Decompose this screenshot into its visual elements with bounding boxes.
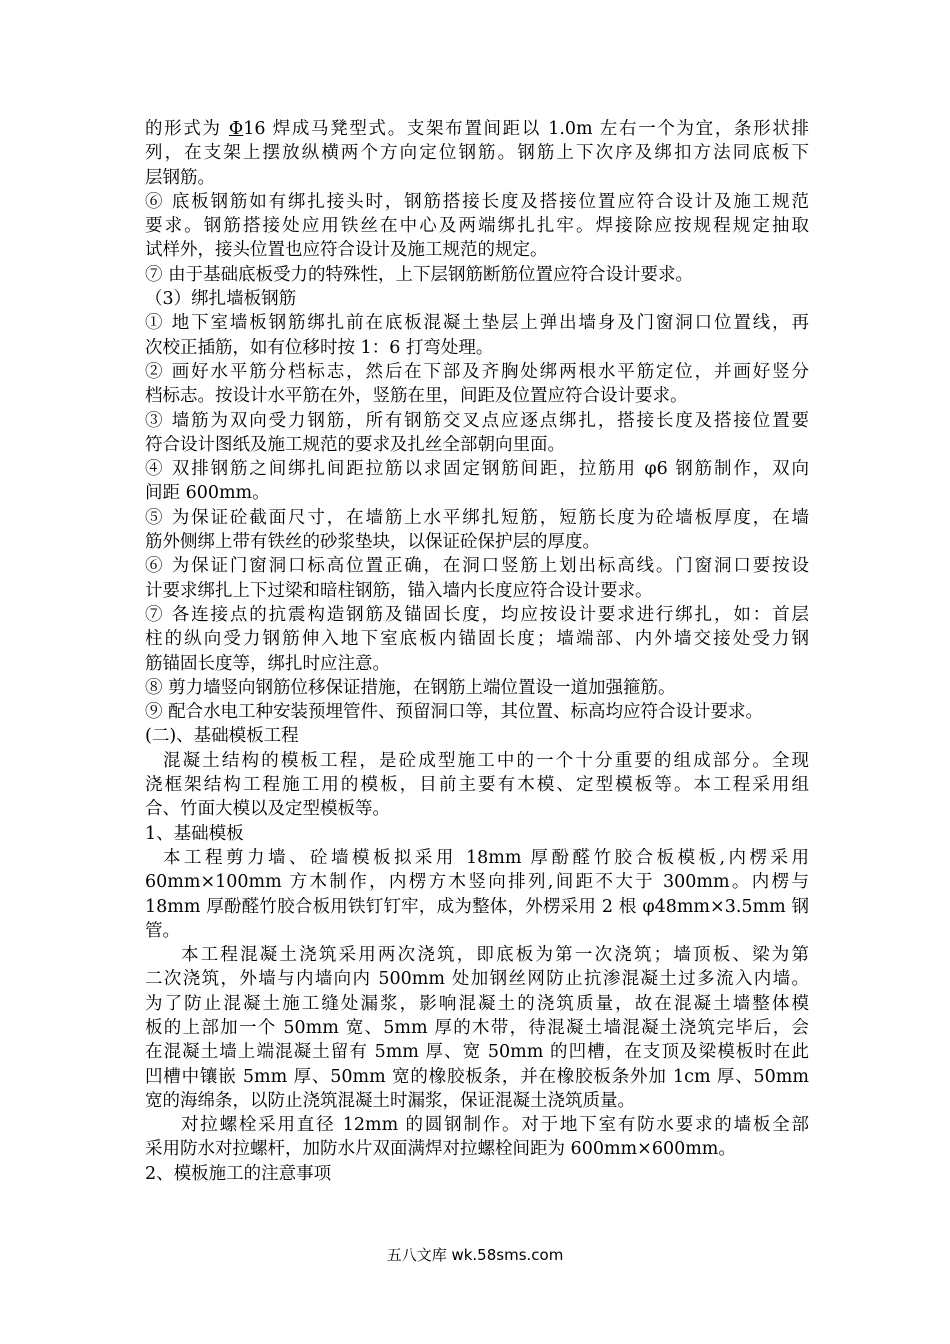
rebar-symbol: Φ (228, 119, 244, 139)
paragraph-line: 合、竹面大模以及定型模板等。 (145, 799, 390, 820)
paragraph-line: 筋外侧绑上带有铁丝的砂浆垫块，以保证砼保护层的厚度。 (145, 532, 600, 553)
document-body (145, 117, 809, 1186)
paragraph-line: 凹槽中镶嵌 5mm 厚、50mm 宽的橡胶板条，并在橡胶板条外加 1cm 厚、50mm (145, 1066, 809, 1087)
section-heading: (二)、基础模板工程 (145, 726, 299, 747)
list-item-line: ⑦ 由于基础底板受力的特殊性，上下层钢筋断筋位置应符合设计要求。 (145, 264, 694, 285)
paragraph-line: 对拉螺栓采用直径 12mm 的圆钢制作。对于地下室有防水要求的墙板全部 (181, 1115, 809, 1136)
list-item-line: ⑥ 为保证门窗洞口标高位置正确，在洞口竖筋上划出标高线。门窗洞口要按设 (145, 556, 809, 577)
list-item-line: ⑥ 底板钢筋如有绑扎接头时，钢筋搭接长度及搭接位置应符合设计及施工规范 (145, 191, 809, 212)
paragraph-line: 间距 600mm。 (145, 483, 270, 504)
list-item-line: ⑨ 配合水电工种安装预埋管件、预留洞口等，其位置、标高均应符合设计要求。 (145, 702, 764, 723)
list-item-line: ④ 双排钢筋之间绑扎间距拉筋以求固定钢筋间距，拉筋用 φ6 钢筋制作，双向 (145, 459, 809, 480)
paragraph-line: 管。 (145, 920, 180, 941)
list-item-line: ⑧ 剪力墙竖向钢筋位移保证措施，在钢筋上端位置设一道加强箍筋。 (145, 677, 676, 698)
paragraph-line: 宽的海绵条，以防止浇筑混凝土时漏浆，保证混凝土浇筑质量。 (145, 1090, 635, 1111)
list-item-line: ⑤ 为保证砼截面尺寸，在墙筋上水平绑扎短筋，短筋长度为砼墙板厚度，在墙 (145, 507, 809, 528)
paragraph-line: 符合设计图纸及施工规范的要求及扎丝全部朝向里面。 (145, 434, 565, 455)
section-heading: （3）绑扎墙板钢筋 (145, 289, 297, 310)
paragraph-line: 板的上部加一个 50mm 宽、5mm 厚的木带，待混凝土墙混凝土浇筑完毕后，会 (145, 1017, 809, 1038)
paragraph-line: 计要求绑扎上下过梁和暗柱钢筋，锚入墙内长度应符合设计要求。 (145, 580, 653, 601)
paragraph-line: 本工程混凝土浇筑采用两次浇筑，即底板为第一次浇筑；墙顶板、梁为第 (181, 945, 809, 966)
paragraph-line: 要求。钢筋搭接处应用铁丝在中心及两端绑扎扎牢。焊接除应按规程规定抽取 (145, 216, 809, 237)
list-item-line: ② 画好水平筋分档标志，然后在下部及齐胸处绑两根水平筋定位，并画好竖分 (145, 361, 809, 382)
paragraph-line: 试样外，接头位置也应符合设计及施工规范的规定。 (145, 240, 548, 261)
paragraph-line: 次校正插筋，如有位移时按 1：6 打弯处理。 (145, 337, 494, 358)
subsection-heading: 2、模板施工的注意事项 (145, 1163, 332, 1184)
paragraph-line: 混凝土结构的模板工程，是砼成型施工中的一个十分重要的组成部分。全现 (163, 750, 809, 771)
paragraph-line: 层钢筋。 (145, 167, 215, 188)
paragraph-line: 档标志。按设计水平筋在外，竖筋在里，间距及位置应符合设计要求。 (145, 386, 688, 407)
paragraph-line: 60mm×100mm 方木制作，内楞方木竖向排列,间距不大于 300mm。内楞与 (145, 872, 809, 893)
paragraph-line: 的形式为 Φ16 焊成马凳型式。支架布置间距以 1.0m 左右一个为宜，条形状排 (145, 119, 809, 139)
page-footer: 五八文库 wk.58sms.com (386, 1246, 564, 1264)
paragraph-line: 为了防止混凝土施工缝处漏浆，影响混凝土的浇筑质量，故在混凝土墙整体模 (145, 993, 809, 1014)
paragraph-line: 二次浇筑，外墙与内墙向内 500mm 处加钢丝网防止抗渗混凝土过多流入内墙。 (145, 969, 809, 990)
subsection-heading: 1、基础模板 (145, 823, 244, 844)
paragraph-line: 浇框架结构工程施工用的模板，目前主要有木模、定型模板等。本工程采用组 (145, 775, 809, 796)
list-item-line: ① 地下室墙板钢筋绑扎前在底板混凝土垫层上弹出墙身及门窗洞口位置线，再 (145, 313, 809, 334)
paragraph-line: 筋锚固长度等，绑扎时应注意。 (145, 653, 390, 674)
list-item-line: ⑦ 各连接点的抗震构造钢筋及锚固长度，均应按设计要求进行绑扎，如：首层 (145, 604, 809, 625)
paragraph-line: 在混凝土墙上端混凝土留有 5mm 厚、宽 50mm 的凹槽，在支顶及梁模板时在此 (145, 1042, 809, 1063)
paragraph-line: 采用防水对拉螺杆，加防水片双面满焊对拉螺栓间距为 600mm×600mm。 (145, 1139, 736, 1160)
paragraph-line: 本工程剪力墙、砼墙模板拟采用 18mm 厚酚醛竹胶合板模板,内楞采用 (163, 847, 809, 868)
list-item-line: ③ 墙筋为双向受力钢筋，所有钢筋交叉点应逐点绑扎，搭接长度及搭接位置要 (145, 410, 809, 431)
paragraph-line: 18mm 厚酚醛竹胶合板用铁钉钉牢，成为整体，外楞采用 2 根 φ48mm×3.5mm 钢 (145, 896, 809, 917)
paragraph-line: 柱的纵向受力钢筋伸入地下室底板内锚固长度；墙端部、内外墙交接处受力钢 (145, 629, 809, 650)
paragraph-line: 列，在支架上摆放纵横两个方向定位钢筋。钢筋上下次序及绑扣方法同底板下 (145, 143, 809, 164)
